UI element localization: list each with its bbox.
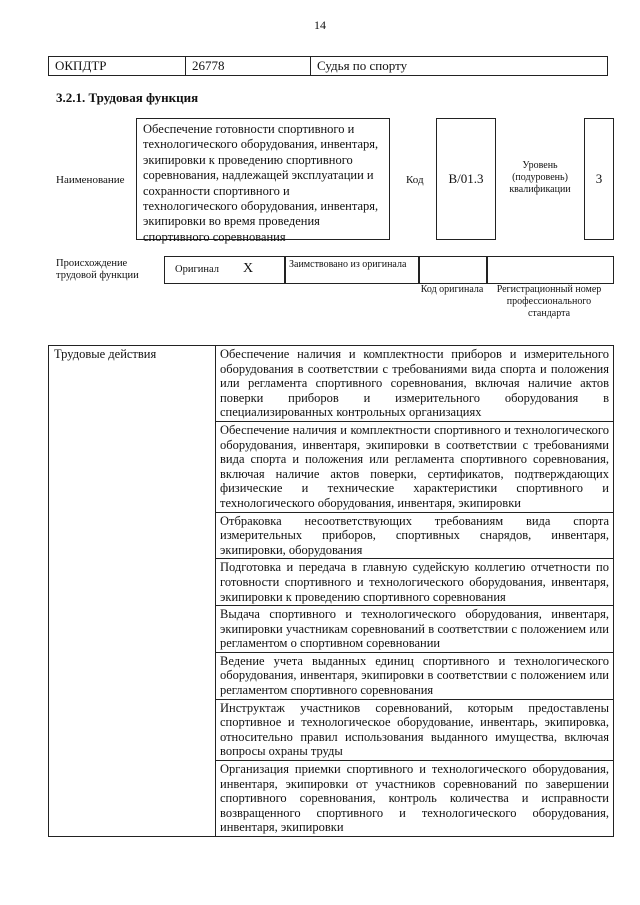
- origin-label: Происхождение трудовой функции: [56, 258, 139, 281]
- page-number: 14: [314, 18, 326, 32]
- function-code-box: B/01.3: [436, 118, 496, 240]
- name-label: Наименование: [56, 174, 125, 186]
- list-item: Подготовка и передача в главную судейскую коллегию отчетности по готовности спортивного и технологического оборудования, инвентаря, экипировки к проведению спортивного соревнования: [216, 559, 614, 606]
- reg-number-caption: Регистрационный номер профессионального стандарта: [496, 284, 602, 319]
- okpdtr-code: 26778: [186, 57, 311, 76]
- list-item: Организация приемки спортивного и технологического оборудования, инвентаря, экипировки от участников соревнований по завершении спортивного соревнования, контроль количества и исправности возвращенного спортивного и технологического оборудования, инвентаря, экипировки: [216, 761, 614, 837]
- list-item: Обеспечение наличия и комплектности приборов и измерительного оборудования в соответствии с требованиями вида спорта и положения или регламента спортивного соревнования, включая наличие актов поверки приборов и измерительного оборудования в специализированных контрольных организациях: [216, 346, 614, 422]
- code-original-caption: Код оригинала: [420, 284, 484, 295]
- function-name-box: Обеспечение готовности спортивного и технологического оборудования, инвентаря, экипировки к проведению спортивного соревнования, надлежащей эксплуатации и сохранности спортивного и технологического оборудования, инвентаря, экипировки во время проведения спортивного соревнования: [136, 118, 390, 240]
- okpdtr-label: ОКПДТР: [49, 57, 186, 76]
- list-item: Обеспечение наличия и комплектности спортивного и технологического оборудования, инвентаря, экипировки в соответствии с требованиями вида спорта и положения или регламента спортивного соревнования, включая наличие актов поверки, сертификатов, подтверждающих физические и технические характеристики спортивного и технологического оборудования, инвентаря, экипировки: [216, 421, 614, 512]
- okpdtr-name: Судья по спорту: [311, 57, 608, 76]
- code-original-cell: [418, 256, 488, 284]
- section-title: 3.2.1. Трудовая функция: [56, 90, 199, 105]
- qualification-level-box: 3: [584, 118, 614, 240]
- table-row: [49, 346, 614, 422]
- list-item: Выдача спортивного и технологического оборудования, инвентаря, экипировки участникам соревнований в соответствии с положением или регламентом о спортивном соревновании: [216, 606, 614, 653]
- code-label: Код: [406, 174, 424, 186]
- level-label: Уровень (подуровень) квалификации: [509, 160, 571, 195]
- okpdtr-table: [48, 56, 608, 76]
- reg-number-cell: [486, 256, 614, 284]
- labor-actions-label: Трудовые действия: [49, 346, 216, 837]
- labor-actions-table: [48, 345, 614, 837]
- borrowed-label: Заимствовано из оригинала: [289, 259, 407, 270]
- list-item: Инструктаж участников соревнований, которым предоставлены спортивное и технологическое оборудование, инвентарь, экипировка, относительно правил использования выданного имущества, включая вопросы охраны труды: [216, 699, 614, 760]
- borrowed-cell: [284, 256, 420, 284]
- list-item: Ведение учета выданных единиц спортивного и технологического оборудования, инвентаря, экипировки в соответствии с положением или регламентом спортивного соревнования: [216, 652, 614, 699]
- original-cell: [164, 256, 286, 284]
- original-mark: X: [243, 261, 254, 276]
- original-label: Оригинал: [175, 264, 219, 275]
- list-item: Отбраковка несоответствующих требованиям вида спорта измерительных приборов, спортивных снарядов, инвентаря, экипировки, оборудования: [216, 512, 614, 559]
